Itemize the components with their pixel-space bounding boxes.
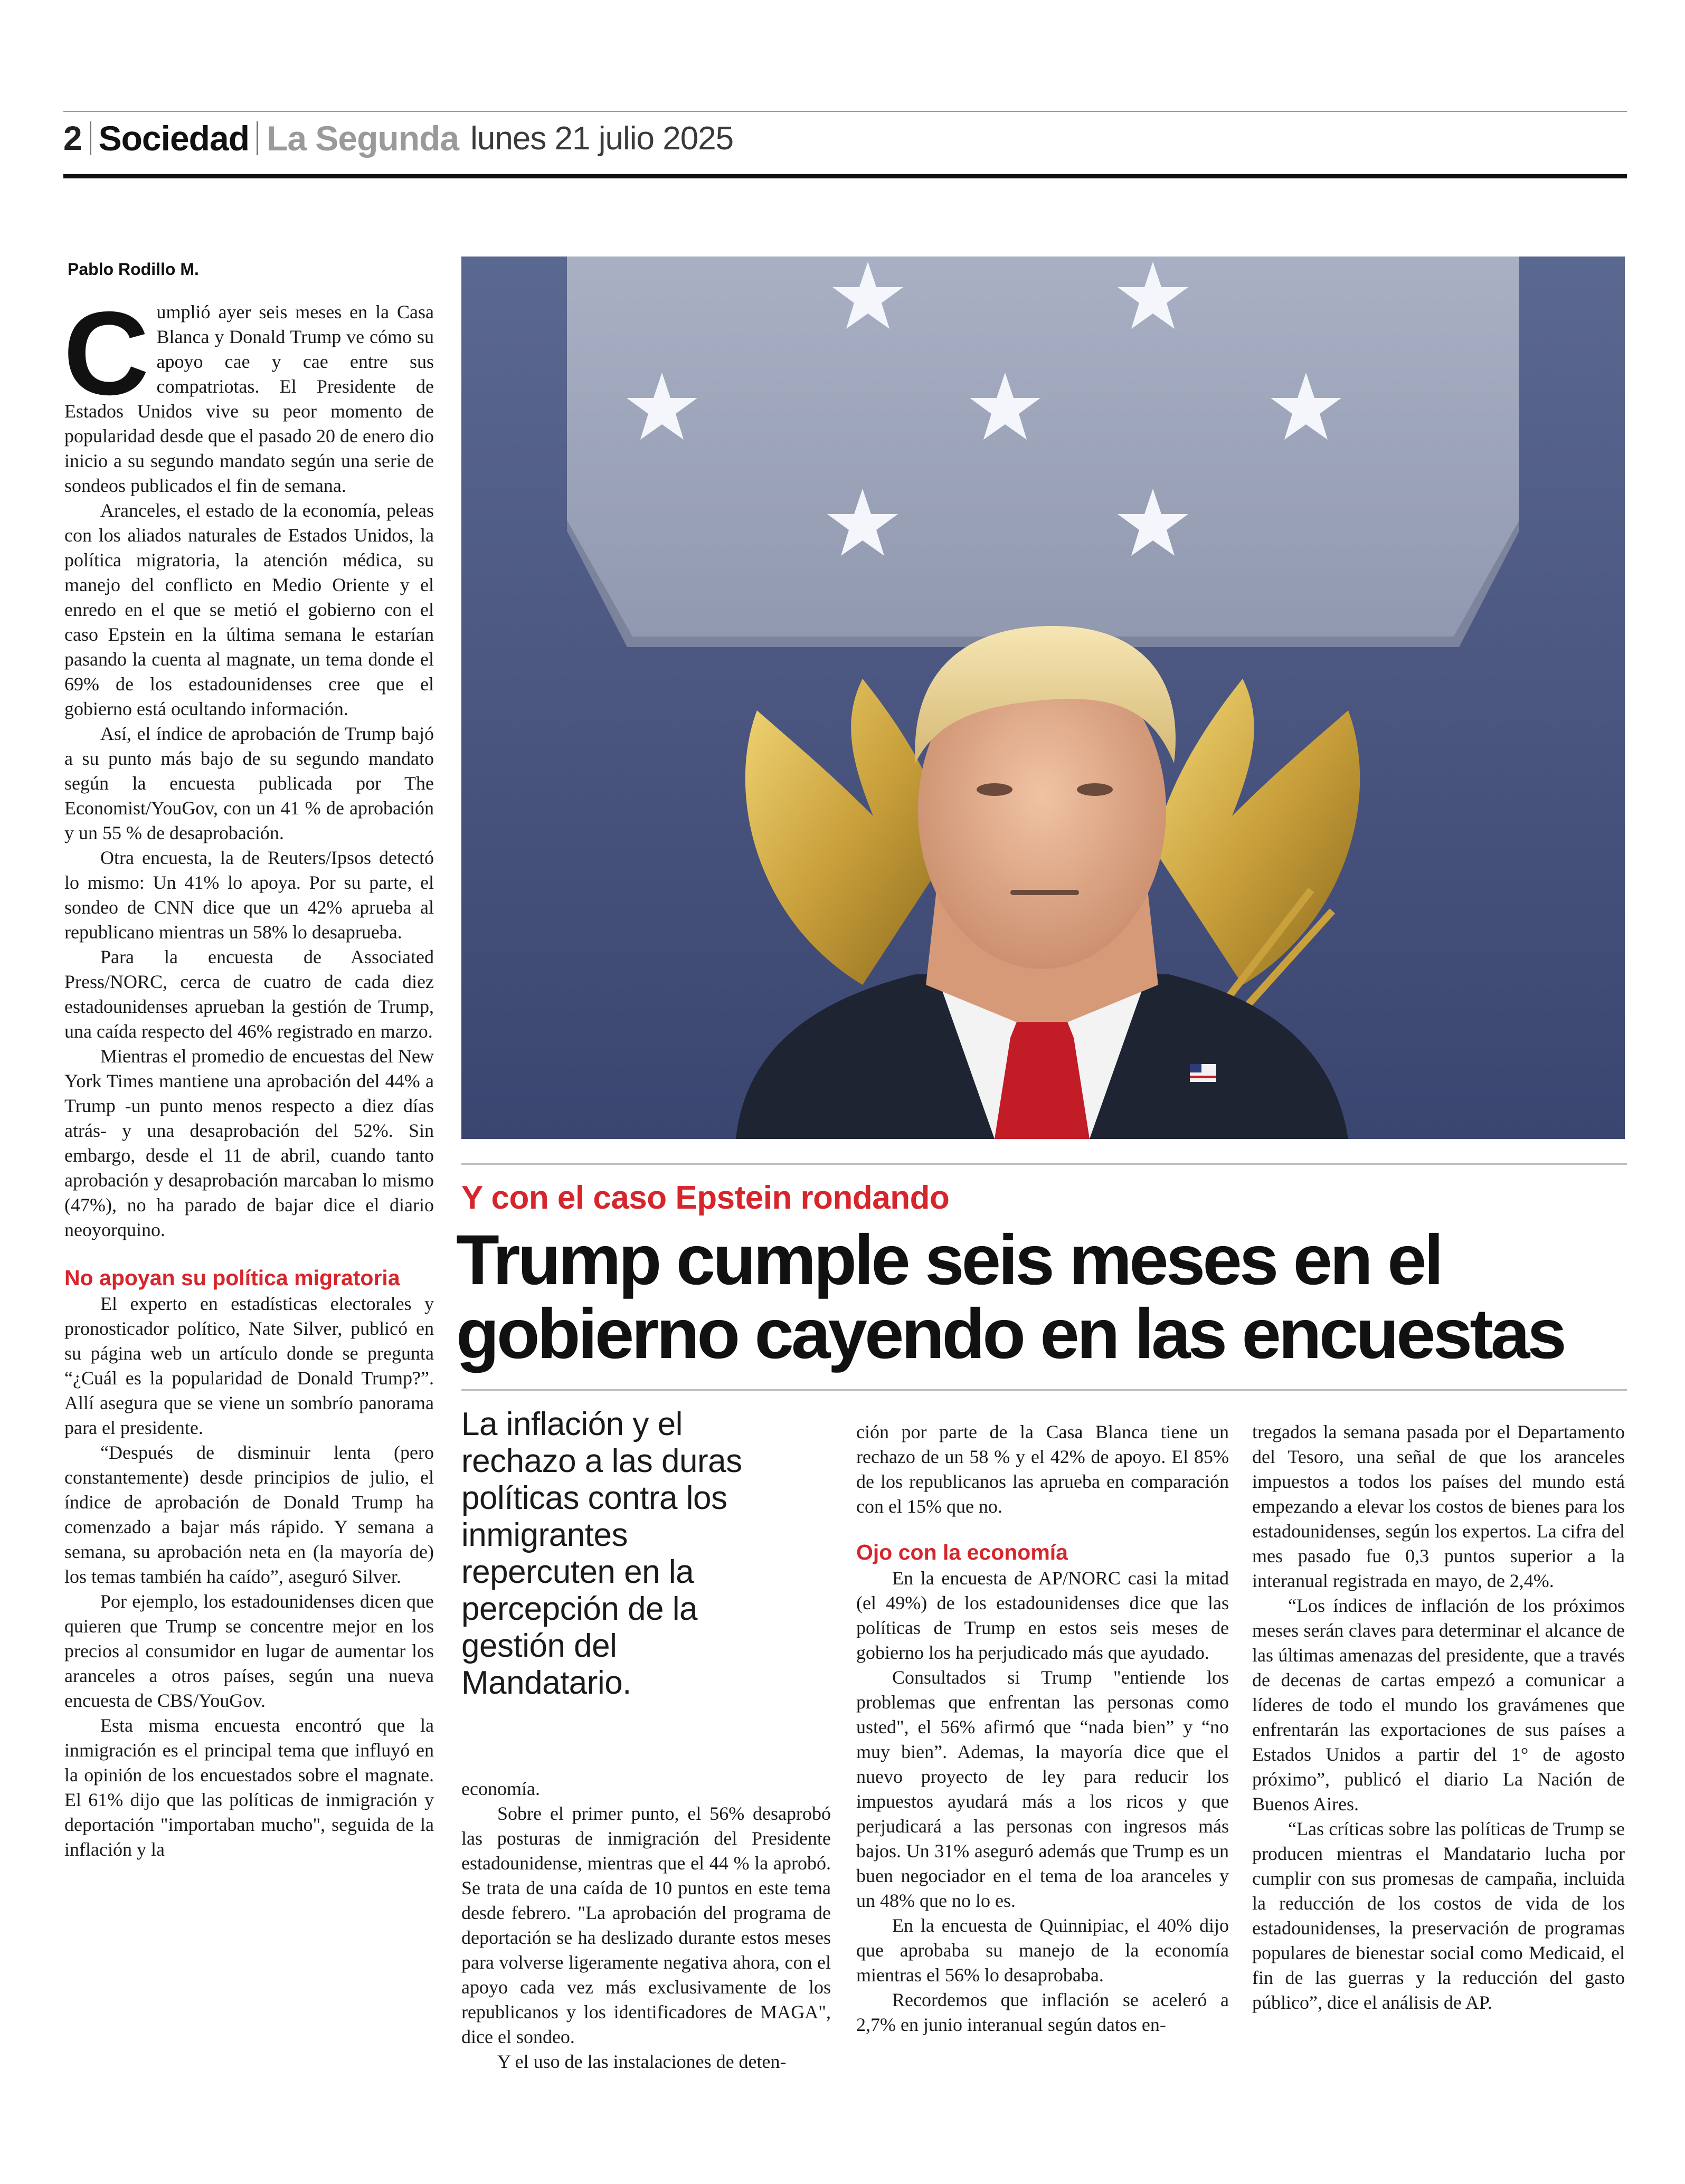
article-paragraph: Consultados si Trump "entiende los problemas que enfrentan las personas como usted", el 56% afirmó que “nada bien” y “no muy bien”. Ademas, la mayoría dice que el nuevo proyecto de ley para reducir los impuestos ayudará más a los ricos y que perjudicará a las personas con ingresos más bajos. Un 31% aseguró además que Trump es un buen negociador en el tema de loa aranceles y un 48% que no lo es. bbox=[856, 1667, 1229, 1911]
article-paragraph: Para la encuesta de Associated Press/NORC, cerca de cuatro de cada diez estadounidenses aprueban la gestión de Trump, una caída respecto del 46% registrado en marzo. bbox=[64, 946, 434, 1042]
section-name: Sociedad bbox=[98, 119, 250, 158]
article-paragraph: Mientras el promedio de encuestas del New York Times mantiene una aprobación del 44% a Trump -un punto menos respecto a diez días atrás- y una desaprobación del 52%. Sin embargo, desde el 11 de abril, cuando tanto aprobación y desaprobación marcaban lo mismo (47%), no ha parado de bajar dice el diario neoyorquino. bbox=[64, 1046, 434, 1240]
page-number: 2 bbox=[63, 119, 82, 157]
article-column-1 bbox=[63, 287, 434, 1862]
article-paragraph: Otra encuesta, la de Reuters/Ipsos detectó lo mismo: Un 41% lo apoya. Por su parte, el sondeo de CNN dice que un 42% aprueba al republicano mientras un 58% lo desaprueba. bbox=[64, 847, 434, 943]
article-paragraph: En la encuesta de Quinnipiac, el 40% dijo que aprobaba su manejo de la economía mientras el 56% lo desaprobaba. bbox=[856, 1915, 1229, 1986]
article-paragraph: Y el uso de las instalaciones de deten- bbox=[497, 2051, 787, 2072]
page-header bbox=[63, 117, 733, 159]
article-paragraph: El experto en estadísticas electorales y pronosticador político, Nate Silver, publicó en su página web un artículo donde se pregunta “¿Cuál es la popularidad de Donald Trump?”. Allí asegura que se viene un sombrío panorama para el presidente. bbox=[64, 1293, 434, 1438]
article-paragraph: Sobre el primer punto, el 56% desaprobó las posturas de inmigración del Presidente estadounidense, mientras que el 44 % la aprobó. Se trata de una caída de 10 puntos en este tema desde febrero. "La aprobación del programa de deportación se ha deslizado durante estos meses para volverse ligeramente negativa ahora, con el apoyo cada vez más exclusivamente de los republicanos y los identificadores de MAGA", dice el sondeo. bbox=[461, 1803, 831, 2047]
article-column-2 bbox=[461, 1777, 831, 2074]
article-paragraph: “Los índices de inflación de los próximos meses serán claves para determinar el alcance de las últimas amenazas del presidente, que a través de decenas de cartas empezó a comunicar a líderes de todo el mundo los gravámenes que enfrentarán las exportaciones de sus países a Estados Unidos a partir del 1° de agosto próximo”, publicó el diario La Nación de Buenos Aires. bbox=[1252, 1595, 1625, 1815]
deck: La inflación y el rechazo a las duras políticas contra los inmigrantes repercuten en la percepción de la gestión del Mandatario. bbox=[461, 1406, 742, 1701]
photo-rule bbox=[461, 1163, 1627, 1165]
article-paragraph: En la encuesta de AP/NORC casi la mitad (el 49%) de los estadounidenses dice que las políticas de Trump en estos seis meses de gobierno los ha perjudicado más que ayudado. bbox=[856, 1568, 1229, 1663]
article-paragraph: Por ejemplo, los estadounidenses dicen que quieren que Trump se concentre mejor en los precios al consumidor en lugar de aumentar los aranceles a otros países, según una nueva encuesta de CBS/YouGov. bbox=[64, 1591, 434, 1711]
article-column-3 bbox=[856, 1420, 1229, 2037]
newspaper-name: La Segunda bbox=[267, 119, 459, 158]
issue-date: lunes 21 julio 2025 bbox=[470, 120, 734, 157]
subheading-migration: No apoyan su política migratoria bbox=[64, 1266, 400, 1290]
byline: Pablo Rodillo M. bbox=[68, 260, 199, 279]
article-paragraph: Recordemos que inflación se aceleró a 2,7% en junio interanual según datos en- bbox=[856, 1989, 1229, 2035]
header-divider bbox=[257, 121, 258, 155]
headline-rule bbox=[461, 1389, 1627, 1391]
article-paragraph: ción por parte de la Casa Blanca tiene un rechazo de un 58 % y el 42% de apoyo. El 85% de los republicanos las aprueba en comparación con el 15% que no. bbox=[856, 1421, 1229, 1517]
header-top-rule bbox=[63, 111, 1627, 112]
article-paragraph: “Después de disminuir lenta (pero constantemente) desde principios de julio, el índice de aprobación de Donald Trump ha comenzado a bajar más rápido. Y semana a semana, su aprobación neta en (la mayoría de) los temas también ha caído”, aseguró Silver. bbox=[64, 1442, 434, 1587]
article-paragraph: tregados la semana pasada por el Departamento del Tesoro, una señal de que los aranceles impuestos a todos los países del mundo está empezando a elevar los costos de bienes para los estadounidenses, según los expertos. La cifra del mes pasado fue 0,3 puntos superior a la interanual registrada en mayo, de 2,4%. bbox=[1252, 1421, 1625, 1591]
article-paragraph: Esta misma encuesta encontró que la inmigración es el principal tema que influyó en la opinión de los encuestados sobre el magnate. El 61% dijo que las políticas de inmigración y deportación "importaban mucho", seguida de la inflación y la bbox=[64, 1715, 434, 1860]
header-bottom-rule bbox=[63, 174, 1627, 178]
subheading-economy: Ojo con la economía bbox=[856, 1540, 1068, 1564]
article-paragraph: Así, el índice de aprobación de Trump bajó a su punto más bajo de su segundo mandato según la encuesta publicada por The Economist/YouGov, con un 41 % de aprobación y un 55 % de desaprobación. bbox=[64, 723, 434, 843]
kicker: Y con el caso Epstein rondando bbox=[461, 1180, 950, 1216]
article-paragraph: Cumplió ayer seis meses en la Casa Blanca y Donald Trump ve cómo su apoyo cae y cae entre sus compatriotas. El Presidente de Estados Unidos vive su peor momento de popularidad desde que el pasado 20 de enero dio inicio a su segundo mandato según una serie de sondeos publicados el fin de semana. bbox=[63, 287, 434, 496]
article-paragraph: economía. bbox=[461, 1778, 540, 1799]
article-paragraph: “Las críticas sobre las políticas de Trump se producen mientras el Mandatario lucha por cumplir con sus promesas de campaña, incluida la reducción de los costos de vida de los estadounidenses, la preservación de programas populares de bienestar social como Medicaid, el fin de las guerras y la reducción del gasto público”, dice el análisis de AP. bbox=[1252, 1818, 1625, 2013]
header-divider bbox=[90, 121, 91, 155]
drop-cap: C bbox=[63, 287, 149, 420]
article-column-4 bbox=[1252, 1420, 1625, 2015]
article-paragraph: Aranceles, el estado de la economía, peleas con los aliados naturales de Estados Unidos, la política migratoria, la atención médica, su manejo del conflicto en Medio Oriente y el enredo en el que se metió el gobierno con el caso Epstein en la última semana le estarían pasando la cuenta al magnate, un tema donde el 69% de los estadounidenses cree que el gobierno está ocultando información. bbox=[64, 500, 434, 719]
lead-photo bbox=[461, 257, 1625, 1139]
headline: Trump cumple seis meses en el gobierno cayendo en las encuestas bbox=[456, 1221, 1564, 1373]
